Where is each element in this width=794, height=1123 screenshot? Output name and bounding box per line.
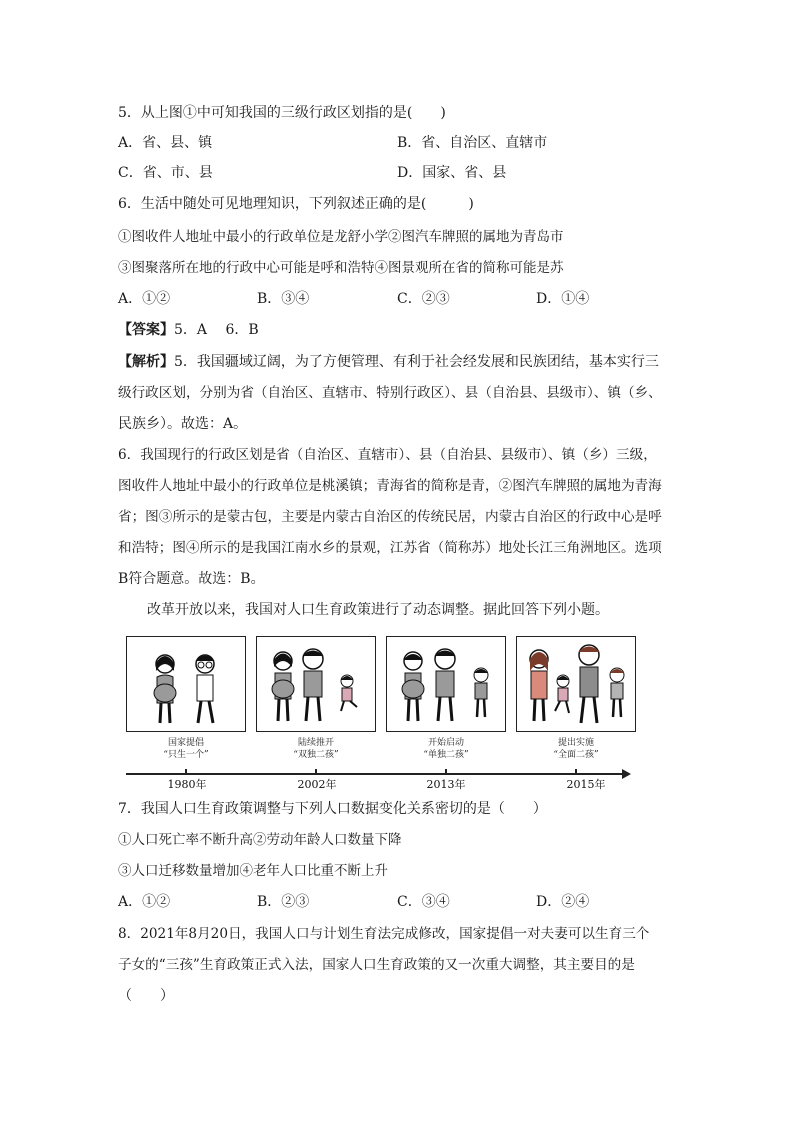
panel-2013 [386,636,506,732]
caption-1980-line2: “只生一个” [163,750,209,760]
analysis-line-4: 6．我国现行的行政区划是省（自治区、直辖市）、县（自治县、县级市）、镇（乡）三级， [118,447,657,463]
answer-tag: 【答案】 [118,322,174,338]
analysis-tag: 【解析】 [118,354,174,370]
q8-stem-line-3: （ ） [118,988,174,1004]
q5-option-a: A．省、县、镇 [118,135,213,151]
q6-option-c: C．②③ [397,291,450,307]
caption-2013-line2: “单独二孩” [423,750,469,760]
q7-statement-2: ③人口迁移数量增加④老年人口比重不断上升 [118,863,388,879]
q5-option-d: D．国家、省、县 [397,165,507,181]
q6-stem: 6．生活中随处可见地理知识，下列叙述正确的是( ) [118,196,474,212]
caption-1980-line1: 国家提倡 [167,738,204,748]
year-1980: 1980年 [167,778,207,791]
q8-stem-line-1: 8．2021年8月20日，我国人口与计划生育法完成修改，国家提倡一对夫妻可以生育三个 [118,926,650,942]
analysis-line-1 [118,352,659,372]
panel-2002 [256,636,376,732]
analysis-line-7: 和浩特；图④所示的是我国江南水乡的景观，江苏省（简称苏）地处长江三角洲地区。选项 [118,540,662,556]
q7-option-b: B．②③ [257,894,310,910]
q7-option-c: C．③④ [397,894,450,910]
caption-2015-line1: 提出实施 [557,738,594,748]
q6-statement-2: ③图聚落所在地的行政中心可能是呼和浩特④图景观所在省的简称可能是苏 [118,260,564,276]
analysis-line-6: 省；图③所示的是蒙古包，主要是内蒙古自治区的传统民居，内蒙古自治区的行政中心是呼 [118,509,662,525]
q6-statement-1: ①图收件人地址中最小的行政单位是龙舒小学②图汽车牌照的属地为青岛市 [118,229,564,245]
q5-option-c: C．省、市、县 [118,165,213,181]
caption-2015-line2: “全面二孩” [553,750,599,760]
q6-option-d: D．①④ [536,291,590,307]
answer-text: 5．A 6．B [174,322,259,338]
q5-option-b: B．省、自治区、直辖市 [397,135,548,151]
family-two-children-illustration [257,637,375,731]
analysis-line-8: B符合题意。故选：B。 [118,571,265,587]
timeline-arrow-icon [622,769,631,779]
timeline-tick [185,769,187,774]
caption-2013-line1: 开始启动 [427,738,464,748]
analysis-line-3: 民族乡）。故选：A。 [118,416,248,432]
q7-statement-1: ①人口死亡率不断升高②劳动年龄人口数量下降 [118,832,402,848]
caption-2015 [517,737,635,761]
timeline-axis [126,773,626,775]
timeline-tick [445,769,447,774]
q7-option-a: A．①② [118,894,171,910]
q8-stem-line-2: 子女的“三孩”生育政策正式入法，国家人口生育政策的又一次重大调整，其主要目的是 [118,957,635,973]
analysis-line-2: 级行政区划，分别为省（自治区、直辖市、特别行政区）、县（自治县、县级市）、镇（乡、 [118,385,662,401]
caption-1980 [127,737,245,761]
analysis-line-5: 图收件人地址中最小的行政单位是桃溪镇；青海省的简称是青，②图汽车牌照的属地为青海 [118,478,662,494]
year-2015: 2015年 [566,778,606,791]
q7-option-d: D．②④ [536,894,590,910]
q6-option-b: B．③④ [257,291,310,307]
panel-1980 [126,636,246,732]
caption-2002-line2: “双独二孩” [293,750,339,760]
family-universal-two-child-illustration [517,637,635,731]
caption-2002 [257,737,375,761]
timeline-tick [575,769,577,774]
year-2002: 2002年 [297,778,337,791]
q6-option-a: A．①② [118,291,171,307]
section-intro: 改革开放以来，我国对人口生育政策进行了动态调整。据此回答下列小题。 [147,602,609,618]
q7-stem: 7．我国人口生育政策调整与下列人口数据变化关系密切的是（ ） [118,801,547,817]
caption-2002-line1: 陆续推开 [297,738,334,748]
year-2013: 2013年 [426,778,466,791]
q5-stem: 5．从上图①中可知我国的三级行政区划指的是( ) [118,105,446,121]
family-single-child-policy-illustration [387,637,505,731]
analysis-text-1: 5．我国疆域辽阔，为了方便管理、有利于社会经发展和民族团结，基本实行三 [174,354,659,370]
panel-2015 [516,636,636,732]
caption-2013 [387,737,505,761]
answer-line [118,320,259,340]
family-one-child-illustration [127,637,245,731]
timeline-tick [315,769,317,774]
